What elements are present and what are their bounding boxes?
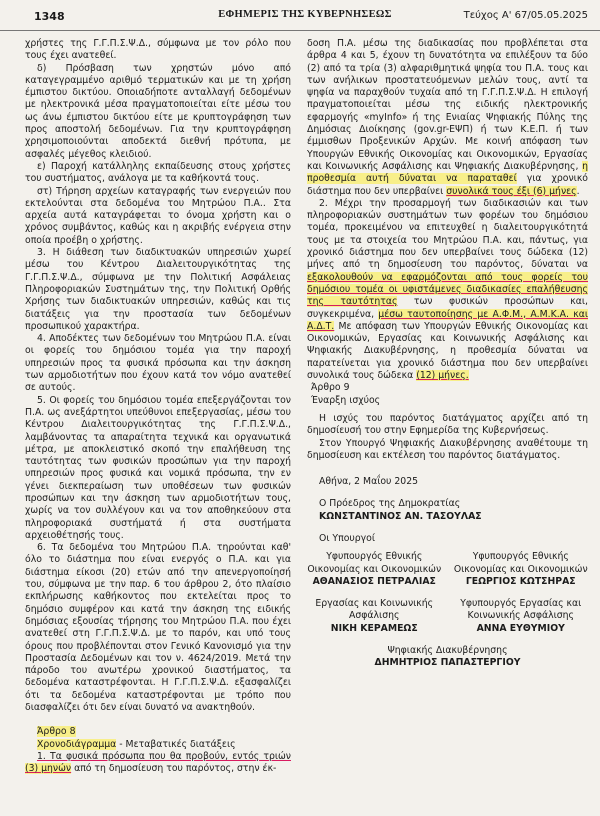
paragraph: 4. Αποδέκτες των δεδομένων του Μητρώου Π.Α. είναι οι φορείς του δημόσιου τομέα για την παροχή υπηρεσιών προς τα φυσικά πρόσωπα και την άσκηση των αρμοδιοτήτων που έχουν κατά τον νόμο ανατεθεί σε αυτούς. (25, 333, 291, 394)
paragraph: χρήστες της Γ.Γ.Π.Σ.Ψ.Δ., σύμφωνα με τον ρόλο που τους έχει ανατεθεί. (25, 38, 291, 62)
article-9-number: Άρθρο 9 (311, 382, 350, 394)
minister-name: ΓΕΩΡΓΙΟΣ ΚΩΤΣΗΡΑΣ (465, 575, 576, 587)
paragraph: στ) Τήρηση αρχείων καταγραφής των ενεργειών που εκτελούνται στα δεδομένα του Μητρώου Π.Α.. Στα αρχεία αυτά καταγράφεται το όνομα χρήστη και ο χρόνος συμβάντος, καθώς και η ακριβής ενέργεια στην οποία προέβη ο χρήστης. (25, 185, 291, 246)
minister-name: ΔΗΜΗΤΡΙΟΣ ΠΑΠΑΣΤΕΡΓΙΟΥ (374, 657, 521, 669)
right-column (307, 38, 588, 670)
paragraph: 2. Μέχρι την προσαρμογή των διαδικασιών και των πληροφοριακών συστημάτων των φορέων του δημόσιου τομέα, προκειμένου να επιτευχθεί η διαλειτουργικότητά τους με τα στοιχεία του Μητρώου Π.Α. και, πάντως, για χρονικό διάστημα που δεν υπερβαίνει τους δώδεκα (12) μήνες από τη δημοσίευση του παρόντος, δύναται να εξακολουθούν να εφαρμόζονται από τους φορείς του δημόσιου τομέα οι υφιστάμενες διαδικασίες επαλήθευσης της ταυτότητας των φυσικών προσώπων και, συγκεκριμένα, μέσω ταυτοποίησης με Α.Φ.Μ., Α.Μ.Κ.Α. και Α.Δ.Τ. Με απόφαση των Υπουργών Εθνικής Οικονομίας και Οικονομικών, Εργασίας και Κοινωνικής Ασφάλισης και Ψηφιακής Διακυβέρνησης, η προθεσμία δύναται να παρατείνεται για χρονικό διάστημα που δεν υπερβαίνει συνολικά τους δώδεκα (12) μήνες. (307, 197, 588, 382)
minister-name: ΑΘΑΝΑΣΙΟΣ ΠΕΤΡΑΛΙΑΣ (312, 575, 436, 587)
minister-block (307, 551, 442, 588)
paragraph: ε) Παροχή κατάλληλης εκπαίδευσης στους χρήστες του συστήματος, ανάλογα με τα καθήκοντά τους. (25, 160, 291, 185)
page-header (0, 0, 600, 31)
journal-title: ΕΦΗΜΕΡΙΣ ΤΗΣ ΚΥΒΕΡΝΗΣΕΩΣ (218, 9, 392, 20)
minister-block (307, 645, 588, 670)
minister-role: Εργασίας και Κοινωνικής Ασφάλισης (315, 598, 434, 622)
paragraph: 6. Τα δεδομένα του Μητρώου Π.Α. τηρούνται καθ' όλο το διάστημα που είναι ενεργός ο Π.Α. και για διάστημα είκοσι (20) ετών από την απενεργοποίησή του, σύμφωνα με την παρ. 6 του άρθρου 2, ότο πλαίσιο εκπλήρωσης καθήκοντος που εκτελείται προς το δημόσιο συμφέρον και κατά την άσκηση της ειδικής δημόσιας εξουσίας τήρησης του Μητρώου Π.Α. που έχει ανατεθεί στη Γ.Γ.Π.Σ.Ψ.Δ. με το παρόν, και υπό τους όρους που προβλέπονται στον Γενικό Κανονισμό για την Προστασία Δεδομένων και τον ν. 4624/2019. Μετά την πάροδο του ανωτέρω χρονικού διαστήματος, τα δεδομένα καταστρέφονται. Η Γ.Γ.Π.Σ.Ψ.Δ. εξασφαλίζει ότι τα δεδομένα καταστρέφονται με τρόπο που διασφαλίζει ότι δεν είναι δυνατό να ανακτηθούν. (25, 542, 291, 714)
article-8-number: Άρθρο 8 (37, 726, 76, 738)
minister-role: Υφυπουργός Εθνικής Οικονομίας και Οικονομικών (453, 551, 588, 575)
date-line: Αθήνα, 2 Μαΐου 2025 (319, 476, 419, 488)
president-title: Ο Πρόεδρος της Δημοκρατίας (319, 498, 461, 510)
minister-block (454, 551, 589, 588)
minister-role: Ψηφιακής Διακυβέρνησης (387, 645, 508, 657)
minister-role: Υφυπουργός Εργασίας και Κοινωνικής Ασφάλισης (460, 598, 582, 622)
president-name: ΚΩΝΣΤΑΝΤΙΝΟΣ ΑΝ. ΤΑΣΟΥΛΑΣ (319, 510, 482, 522)
minister-block (307, 598, 442, 635)
paragraph: δ) Πρόσβαση των χρηστών μόνο από καταγεγραμμένο αριθμό τερματικών και με τη χρήση έμπιστου δικτύου. Οποιαδήποτε ανταλλαγή δεδομένων με ηλεκτρονικά μέσα πραγματοποιείται είτε μέσω του ως άνω έμπιστου δικτύου είτε με κρυπτογράφηση των προς αποστολή δεδομένων. Για την κρυπτογράφηση χρησιμοποιούνται αποδεκτά διεθνή πρότυπα, με ασφαλές μέγεθος κλειδιού. (25, 62, 291, 160)
ministers-heading: Οι Υπουργοί (319, 532, 375, 544)
minister-block (454, 598, 589, 635)
paragraph: Η ισχύς του παρόντος διατάγματος αρχίζει από τη δημοσίευσή του στην Εφημερίδα της Κυβερνήσεως. (307, 412, 588, 437)
issue-label: Τεύχος Α' 67/05.05.2025 (463, 10, 588, 21)
article-8-title: Χρονοδιάγραμμα - Μεταβατικές διατάξεις (37, 738, 236, 750)
paragraph: δοση Π.Α. μέσω της διαδικασίας που προβλέπεται στα άρθρα 4 και 5, έχουν τη δυνατότητα να επιλέξουν τα δύο (2) από τα τρία (3) αλφαριθμητικά ψηφία του Π.Α. τους και των ανήλικων προστατευόμενων μελών τους, αντί τα ψηφία να παραχθούν τυχαία από τη Γ.Γ.Π.Σ.Ψ.Δ. Η επιλογή πραγματοποιείται μέσω της ειδικής ηλεκτρονικής εφαρμογής «myInfo» ή της Ενιαίας Ψηφιακής Πύλης της Δημόσιας Διοίκησης (gov.gr-ΕΨΠ) ή των Κ.Ε.Π. ή των έμμισθων Προξενικών Αρχών. Με κοινή απόφαση των Υπουργών Εθνικής Οικονομίας και Οικονομικών, Εργασίας και Κοινωνικής Ασφάλισης και Ψηφιακής Διακυβέρνησης, η προθεσμία αυτή δύναται να παραταθεί για χρονικό διάστημα που δεν υπερβαίνει συνολικά τους έξι (6) μήνες. (307, 38, 588, 197)
page-number: 1348 (34, 10, 65, 23)
minister-role: Υφυπουργός Εθνικής Οικονομίας και Οικονομικών (307, 551, 442, 575)
ministers-grid (307, 551, 588, 645)
paragraph: 3. Η διάθεση των διαδικτυακών υπηρεσιών χωρεί μέσω του Κέντρου Διαλειτουργικότητας της Γ.Γ.Π.Σ.Ψ.Δ., σύμφωνα με την Πολιτική Ασφάλειας Πληροφοριακών Συστημάτων της, την Πολιτική Ορθής Χρήσης των διαδικτυακών υπηρεσιών, καθώς και τις διατάξεις για την προστασία των δεδομένων προσωπικού χαρακτήρα. (25, 247, 291, 332)
article-9-title: Έναρξη ισχύος (311, 394, 381, 406)
paragraph: 1. Τα φυσικά πρόσωπα που θα προβούν, εντός τριών (3) μηνών από τη δημοσίευση του παρόντος, στην έκ- (25, 750, 291, 775)
minister-name: ΑΝΝΑ ΕΥΘΥΜΙΟΥ (476, 622, 565, 634)
paragraph: Στον Υπουργό Ψηφιακής Διακυβέρνησης αναθέτουμε τη δημοσίευση και εκτέλεση του παρόντος διατάγματος. (307, 437, 588, 461)
minister-name: ΝΙΚΗ ΚΕΡΑΜΕΩΣ (330, 622, 418, 634)
paragraph: 5. Οι φορείς του δημόσιου τομέα επεξεργάζονται τον Π.Α. ως ανεξάρτητοι υπεύθυνοι επεξεργασίας, μέσω του Κέντρου Διαλειτουργικότητας της Γ.Γ.Π.Σ.Ψ.Δ., λαμβάνοντας τα απαραίτητα τεχνικά και οργανωτικά μέτρα, με αποκλειστικό σκοπό την επαλήθευση της ταυτότητας των φυσικών προσώπων για την παροχή υπηρεσιών προς φυσικά και νομικά πρόσωπα, την εν γένει διεκπεραίωση των υποθέσεων των φυσικών προσώπων και την άσκηση των αρμοδιοτήτων τους, χωρίς να τον συλλέγουν και να τον αποθηκεύουν στα πληροφοριακά συστήματά ή στα συστήματα αρχειοθέτησής τους. (25, 394, 291, 541)
left-column (25, 38, 291, 776)
